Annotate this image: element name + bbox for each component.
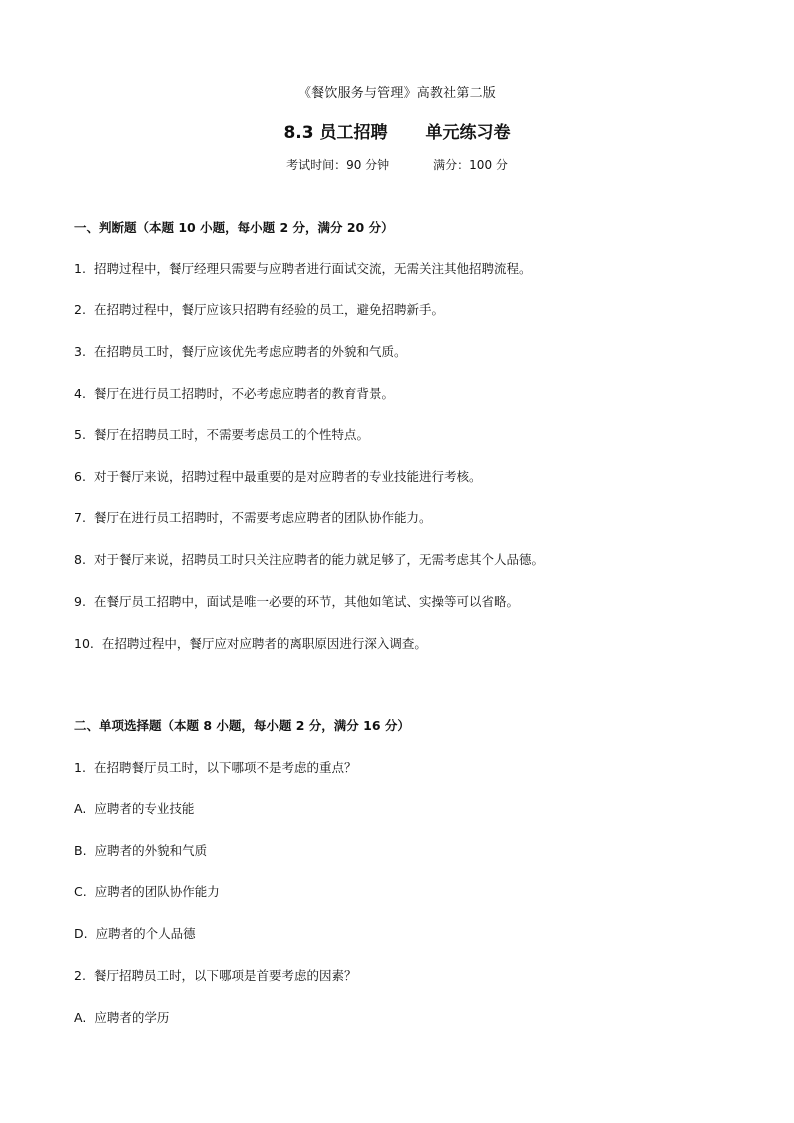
question-number: 6. bbox=[74, 469, 86, 484]
question-item bbox=[74, 636, 427, 652]
option-text: 应聘者的学历 bbox=[94, 1010, 170, 1025]
title-paper-type: 单元练习卷 bbox=[425, 123, 511, 143]
question-number: 8. bbox=[74, 552, 86, 567]
question-item bbox=[74, 261, 531, 277]
exam-meta bbox=[0, 156, 794, 173]
full-score: 满分：100 分 bbox=[433, 158, 508, 172]
question-item bbox=[74, 594, 519, 610]
question-item bbox=[74, 427, 369, 443]
question-number: 1. bbox=[74, 261, 86, 276]
question-text: 餐厅在进行员工招聘时，不必考虑应聘者的教育背景。 bbox=[93, 386, 394, 401]
question-text: 餐厅招聘员工时，以下哪项是首要考虑的因素？ bbox=[93, 968, 357, 983]
option-letter: C. bbox=[74, 884, 87, 899]
question-number: 5. bbox=[74, 427, 86, 442]
option-letter: A. bbox=[74, 801, 87, 816]
question-item bbox=[74, 968, 356, 984]
section-heading-true-false: 一、判断题（本题 10 小题，每小题 2 分，满分 20 分） bbox=[74, 220, 394, 235]
question-text: 对于餐厅来说，招聘过程中最重要的是对应聘者的专业技能进行考核。 bbox=[93, 469, 482, 484]
question-item bbox=[74, 469, 481, 485]
question-number: 2. bbox=[74, 968, 86, 983]
question-item bbox=[74, 760, 356, 776]
question-item bbox=[74, 344, 406, 360]
title-chapter: 8.3 员工招聘 bbox=[283, 123, 388, 143]
question-number: 4. bbox=[74, 386, 86, 401]
question-number: 3. bbox=[74, 344, 86, 359]
question-text: 在招聘员工时，餐厅应该优先考虑应聘者的外貌和气质。 bbox=[93, 344, 407, 359]
question-number: 1. bbox=[74, 760, 86, 775]
choice-option bbox=[74, 884, 220, 900]
choice-option bbox=[74, 801, 194, 817]
document-subtitle: 《餐饮服务与管理》高教社第二版 bbox=[297, 86, 496, 101]
option-letter: B. bbox=[74, 843, 87, 858]
document-title bbox=[0, 118, 794, 143]
question-item bbox=[74, 552, 544, 568]
question-text: 对于餐厅来说，招聘员工时只关注应聘者的能力就足够了，无需考虑其个人品德。 bbox=[93, 552, 544, 567]
question-item bbox=[74, 302, 444, 318]
question-text: 餐厅在进行员工招聘时，不需要考虑应聘者的团队协作能力。 bbox=[93, 510, 432, 525]
question-text: 在招聘餐厅员工时，以下哪项不是考虑的重点？ bbox=[93, 760, 357, 775]
question-text: 在招聘过程中，餐厅应对应聘者的离职原因进行深入调查。 bbox=[101, 636, 427, 651]
question-number: 9. bbox=[74, 594, 86, 609]
choice-option bbox=[74, 1010, 169, 1026]
choice-option bbox=[74, 843, 207, 859]
option-text: 应聘者的团队协作能力 bbox=[94, 884, 220, 899]
question-number: 7. bbox=[74, 510, 86, 525]
question-text: 餐厅在招聘员工时，不需要考虑员工的个性特点。 bbox=[93, 427, 369, 442]
question-text: 在餐厅员工招聘中，面试是唯一必要的环节，其他如笔试、实操等可以省略。 bbox=[93, 594, 519, 609]
option-text: 应聘者的专业技能 bbox=[94, 801, 195, 816]
question-number: 2. bbox=[74, 302, 86, 317]
question-number: 10. bbox=[74, 636, 94, 651]
choice-option bbox=[74, 926, 196, 942]
option-text: 应聘者的个人品德 bbox=[95, 926, 196, 941]
section-heading-single-choice: 二、单项选择题（本题 8 小题，每小题 2 分，满分 16 分） bbox=[74, 718, 410, 733]
question-text: 招聘过程中，餐厅经理只需要与应聘者进行面试交流，无需关注其他招聘流程。 bbox=[93, 261, 532, 276]
option-text: 应聘者的外貌和气质 bbox=[94, 843, 208, 858]
question-text: 在招聘过程中，餐厅应该只招聘有经验的员工，避免招聘新手。 bbox=[93, 302, 444, 317]
question-item bbox=[74, 510, 431, 526]
exam-time: 考试时间：90 分钟 bbox=[286, 158, 390, 172]
question-item bbox=[74, 386, 394, 402]
option-letter: A. bbox=[74, 1010, 87, 1025]
option-letter: D. bbox=[74, 926, 88, 941]
